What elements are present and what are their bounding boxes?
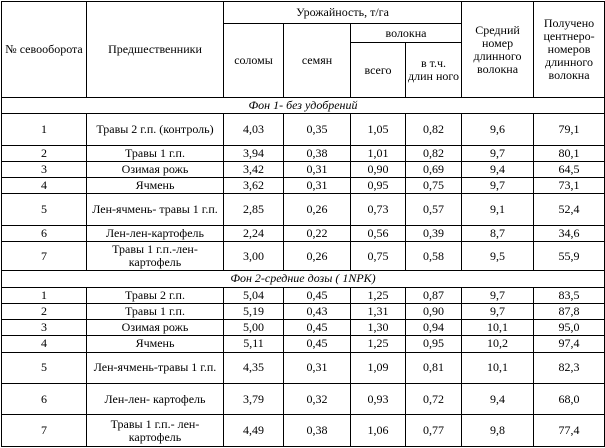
straw-cell: 2,24 bbox=[224, 225, 284, 241]
header-fiber-group: волокна bbox=[351, 24, 462, 43]
seeds-cell: 0,45 bbox=[284, 287, 351, 303]
obtained-cell: 87,8 bbox=[534, 303, 605, 319]
fiber-long-cell: 0,82 bbox=[406, 114, 462, 145]
seeds-cell: 0,22 bbox=[284, 225, 351, 241]
predecessor-cell: Травы 1 г.п. bbox=[87, 303, 224, 319]
predecessor-cell: Лен-ячмень- травы 1 г.п. bbox=[87, 194, 224, 225]
fiber-long-cell: 0,94 bbox=[406, 320, 462, 336]
rotation-number: 6 bbox=[2, 225, 87, 241]
avg-number-cell: 9,7 bbox=[462, 178, 534, 194]
predecessor-cell: Озимая рожь bbox=[87, 320, 224, 336]
seeds-cell: 0,26 bbox=[284, 194, 351, 225]
obtained-cell: 55,9 bbox=[534, 242, 605, 271]
seeds-cell: 0,38 bbox=[284, 145, 351, 161]
straw-cell: 5,00 bbox=[224, 320, 284, 336]
predecessor-cell: Ячмень bbox=[87, 178, 224, 194]
table-row bbox=[2, 178, 605, 194]
seeds-cell: 0,31 bbox=[284, 352, 351, 383]
fiber-long-cell: 0,69 bbox=[406, 161, 462, 177]
table-row bbox=[2, 145, 605, 161]
straw-cell: 4,03 bbox=[224, 114, 284, 145]
header-yield-group: Урожайность, т/га bbox=[224, 2, 462, 24]
header-seeds: семян bbox=[284, 24, 351, 98]
straw-cell: 5,04 bbox=[224, 287, 284, 303]
rotation-number: 7 bbox=[2, 415, 87, 447]
fiber-total-cell: 0,56 bbox=[351, 225, 406, 241]
fiber-total-cell: 1,01 bbox=[351, 145, 406, 161]
table-row bbox=[2, 114, 605, 145]
fiber-total-cell: 1,05 bbox=[351, 114, 406, 145]
predecessor-cell: Озимая рожь bbox=[87, 161, 224, 177]
straw-cell: 3,00 bbox=[224, 242, 284, 271]
seeds-cell: 0,45 bbox=[284, 336, 351, 352]
obtained-cell: 73,1 bbox=[534, 178, 605, 194]
fiber-long-cell: 0,77 bbox=[406, 415, 462, 447]
rotation-number: 4 bbox=[2, 178, 87, 194]
rotation-number: 2 bbox=[2, 303, 87, 319]
fiber-total-cell: 1,06 bbox=[351, 415, 406, 447]
avg-number-cell: 10,2 bbox=[462, 336, 534, 352]
fiber-total-cell: 1,25 bbox=[351, 287, 406, 303]
seeds-cell: 0,45 bbox=[284, 320, 351, 336]
table-row bbox=[2, 303, 605, 319]
table-row bbox=[2, 336, 605, 352]
fiber-long-cell: 0,90 bbox=[406, 303, 462, 319]
fiber-long-cell: 0,82 bbox=[406, 145, 462, 161]
straw-cell: 4,49 bbox=[224, 415, 284, 447]
obtained-cell: 68,0 bbox=[534, 384, 605, 415]
fiber-long-cell: 0,81 bbox=[406, 352, 462, 383]
avg-number-cell: 8,7 bbox=[462, 225, 534, 241]
header-fiber-long: в т.ч. длин ного bbox=[406, 43, 462, 98]
straw-cell: 4,35 bbox=[224, 352, 284, 383]
table-row bbox=[2, 415, 605, 447]
avg-number-cell: 10,1 bbox=[462, 352, 534, 383]
fiber-total-cell: 0,75 bbox=[351, 242, 406, 271]
header-straw: соломы bbox=[224, 24, 284, 98]
table-row bbox=[2, 352, 605, 383]
obtained-cell: 34,6 bbox=[534, 225, 605, 241]
straw-cell: 3,94 bbox=[224, 145, 284, 161]
header-obtained: Получено центнеро-номеров длинного волокна bbox=[534, 2, 605, 98]
fiber-total-cell: 1,30 bbox=[351, 320, 406, 336]
predecessor-cell: Травы 2 г.п. (контроль) bbox=[87, 114, 224, 145]
obtained-cell: 64,5 bbox=[534, 161, 605, 177]
fiber-total-cell: 0,90 bbox=[351, 161, 406, 177]
straw-cell: 5,19 bbox=[224, 303, 284, 319]
rotation-number: 2 bbox=[2, 145, 87, 161]
table-row bbox=[2, 287, 605, 303]
rotation-number: 1 bbox=[2, 287, 87, 303]
avg-number-cell: 9,7 bbox=[462, 287, 534, 303]
avg-number-cell: 9,5 bbox=[462, 242, 534, 271]
header-rotation: № севооборота bbox=[2, 2, 87, 98]
predecessor-cell: Лен-лен-картофель bbox=[87, 225, 224, 241]
background-title: Фон 2-средние дозы ( 1NPK) bbox=[2, 271, 605, 287]
predecessor-cell: Травы 2 г.п. bbox=[87, 287, 224, 303]
table-row bbox=[2, 161, 605, 177]
fiber-long-cell: 0,72 bbox=[406, 384, 462, 415]
obtained-cell: 95,0 bbox=[534, 320, 605, 336]
avg-number-cell: 9,4 bbox=[462, 384, 534, 415]
obtained-cell: 52,4 bbox=[534, 194, 605, 225]
avg-number-cell: 9,8 bbox=[462, 415, 534, 447]
fiber-long-cell: 0,87 bbox=[406, 287, 462, 303]
table-row bbox=[2, 320, 605, 336]
obtained-cell: 77,4 bbox=[534, 415, 605, 447]
header-predecessors: Предшественники bbox=[87, 2, 224, 98]
seeds-cell: 0,31 bbox=[284, 178, 351, 194]
table-row bbox=[2, 225, 605, 241]
rotation-number: 4 bbox=[2, 336, 87, 352]
predecessor-cell: Травы 1 г.п.- лен-картофель bbox=[87, 415, 224, 447]
fiber-total-cell: 1,31 bbox=[351, 303, 406, 319]
rotation-number: 1 bbox=[2, 114, 87, 145]
table-row bbox=[2, 384, 605, 415]
fiber-total-cell: 0,73 bbox=[351, 194, 406, 225]
rotation-number: 3 bbox=[2, 320, 87, 336]
straw-cell: 3,42 bbox=[224, 161, 284, 177]
obtained-cell: 79,1 bbox=[534, 114, 605, 145]
seeds-cell: 0,31 bbox=[284, 161, 351, 177]
obtained-cell: 80,1 bbox=[534, 145, 605, 161]
fiber-total-cell: 1,25 bbox=[351, 336, 406, 352]
seeds-cell: 0,35 bbox=[284, 114, 351, 145]
rotation-number: 7 bbox=[2, 242, 87, 271]
predecessor-cell: Лен-лен- картофель bbox=[87, 384, 224, 415]
obtained-cell: 97,4 bbox=[534, 336, 605, 352]
rotation-number: 5 bbox=[2, 194, 87, 225]
background-title: Фон 1- без удобрений bbox=[2, 98, 605, 114]
predecessor-cell: Травы 1 г.п. bbox=[87, 145, 224, 161]
straw-cell: 5,11 bbox=[224, 336, 284, 352]
fiber-long-cell: 0,39 bbox=[406, 225, 462, 241]
fiber-total-cell: 0,95 bbox=[351, 178, 406, 194]
table-row bbox=[2, 242, 605, 271]
avg-number-cell: 9,7 bbox=[462, 303, 534, 319]
straw-cell: 2,85 bbox=[224, 194, 284, 225]
obtained-cell: 82,3 bbox=[534, 352, 605, 383]
seeds-cell: 0,32 bbox=[284, 384, 351, 415]
header-avg-number: Средний номер длинного волокна bbox=[462, 2, 534, 98]
avg-number-cell: 9,6 bbox=[462, 114, 534, 145]
avg-number-cell: 10,1 bbox=[462, 320, 534, 336]
rotation-number: 3 bbox=[2, 161, 87, 177]
straw-cell: 3,79 bbox=[224, 384, 284, 415]
avg-number-cell: 9,4 bbox=[462, 161, 534, 177]
avg-number-cell: 9,7 bbox=[462, 145, 534, 161]
fiber-long-cell: 0,57 bbox=[406, 194, 462, 225]
seeds-cell: 0,38 bbox=[284, 415, 351, 447]
fiber-long-cell: 0,95 bbox=[406, 336, 462, 352]
rotation-number: 5 bbox=[2, 352, 87, 383]
table-row bbox=[2, 194, 605, 225]
fiber-long-cell: 0,75 bbox=[406, 178, 462, 194]
avg-number-cell: 9,1 bbox=[462, 194, 534, 225]
header-fiber-total: всего bbox=[351, 43, 406, 98]
predecessor-cell: Травы 1 г.п.-лен- картофель bbox=[87, 242, 224, 271]
rotation-number: 6 bbox=[2, 384, 87, 415]
fiber-total-cell: 0,93 bbox=[351, 384, 406, 415]
yield-table bbox=[1, 1, 605, 447]
fiber-total-cell: 1,09 bbox=[351, 352, 406, 383]
seeds-cell: 0,26 bbox=[284, 242, 351, 271]
fiber-long-cell: 0,58 bbox=[406, 242, 462, 271]
predecessor-cell: Лен-ячмень-травы 1 г.п. bbox=[87, 352, 224, 383]
seeds-cell: 0,43 bbox=[284, 303, 351, 319]
straw-cell: 3,62 bbox=[224, 178, 284, 194]
obtained-cell: 83,5 bbox=[534, 287, 605, 303]
predecessor-cell: Ячмень bbox=[87, 336, 224, 352]
